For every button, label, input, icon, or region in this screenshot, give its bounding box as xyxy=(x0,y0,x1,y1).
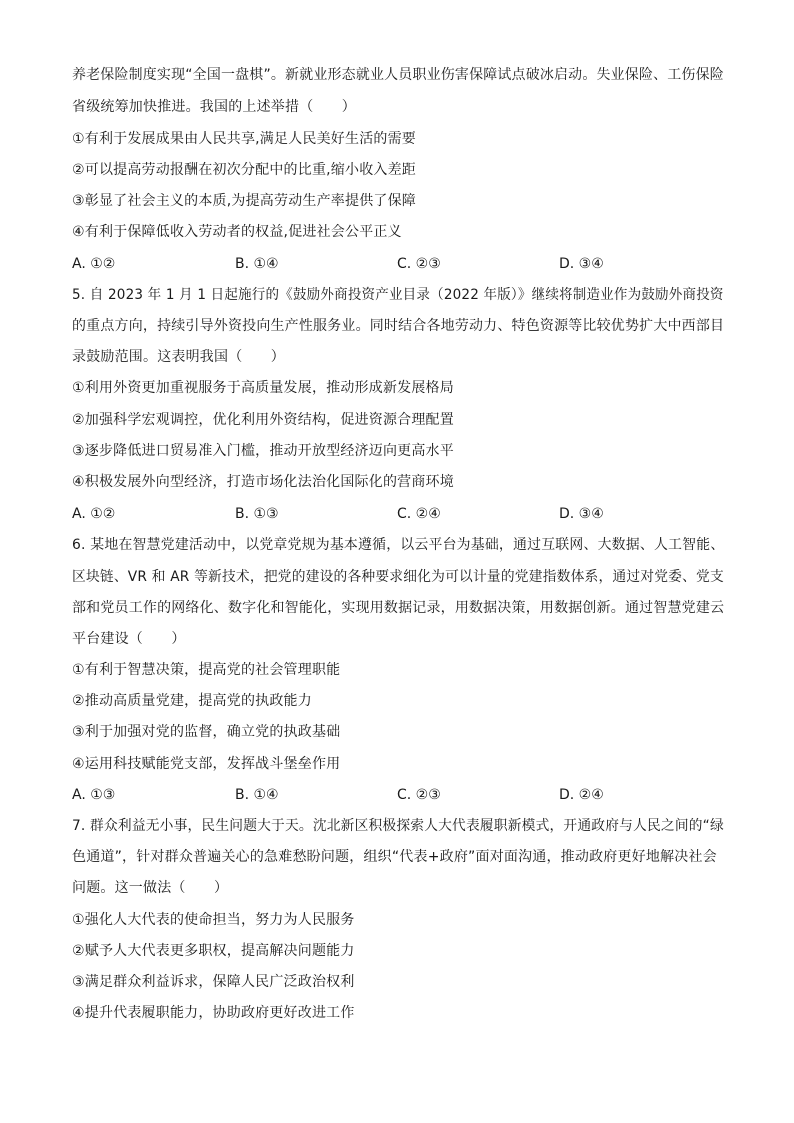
q7-statement-4: ④提升代表履职能力，协助政府更好改进工作 xyxy=(72,1005,355,1021)
q5-stem-line-2: 的重点方向，持续引导外资投向生产性服务业。同时结合各地劳动力、特色资源等比较优势扩大中西部目 xyxy=(72,318,725,334)
q6-stem-line-1: 6. 某地在智慧党建活动中，以党章党规为基本遵循，以云平台为基础，通过互联网、大数据、人工智能、 xyxy=(72,537,725,553)
q6-statement-1: ①有利于智慧决策，提高党的社会管理职能 xyxy=(72,662,341,678)
q7-stem-line-1: 7. 群众利益无小事，民生问题大于天。沈北新区积极探索人大代表履职新模式，开通政府与人民之间的“绿 xyxy=(72,818,724,834)
q4-option-a: A. ①② xyxy=(72,256,116,272)
q4-statement-2: ②可以提高劳动报酬在初次分配中的比重,缩小收入差距 xyxy=(72,162,416,178)
q4-statement-1: ①有利于发展成果由人民共享,满足人民美好生活的需要 xyxy=(72,131,416,147)
q6-option-c: C. ②③ xyxy=(397,787,441,803)
q5-options xyxy=(72,504,724,524)
q6-statement-3: ③利于加强对党的监督，确立党的执政基础 xyxy=(72,724,341,740)
q4-options xyxy=(72,254,724,274)
q4-stem-line-1: 养老保险制度实现“全国一盘棋”。新就业形态就业人员职业伤害保障试点破冰启动。失业保险、工伤保险 xyxy=(72,67,724,83)
q6-options xyxy=(72,785,724,805)
q5-option-d: D. ③④ xyxy=(559,506,604,522)
q4-stem-line-2: 省级统筹加快推进。我国的上述举措（ ） xyxy=(72,99,356,115)
q4-option-b: B. ①④ xyxy=(235,256,279,272)
q5-statement-4: ④积极发展外向型经济，打造市场化法治化国际化的营商环境 xyxy=(72,474,454,490)
q5-statement-3: ③逐步降低进口贸易准入门槛，推动开放型经济迈向更高水平 xyxy=(72,443,454,459)
q4-statement-3: ③彰显了社会主义的本质,为提高劳动生产率提供了保障 xyxy=(72,193,416,209)
q6-statement-2: ②推动高质量党建，提高党的执政能力 xyxy=(72,693,312,709)
q6-statement-4: ④运用科技赋能党支部，发挥战斗堡垒作用 xyxy=(72,756,341,772)
q5-statement-2: ②加强科学宏观调控，优化利用外资结构，促进资源合理配置 xyxy=(72,412,454,428)
q6-option-d: D. ②④ xyxy=(559,787,604,803)
q4-option-c: C. ②③ xyxy=(397,256,441,272)
q4-option-d: D. ③④ xyxy=(559,256,604,272)
q5-stem-line-1: 5. 自 2023 年 1 月 1 日起施行的《鼓励外商投资产业目录（2022 年版）》继续将制造业作为鼓励外商投资 xyxy=(72,287,724,303)
q7-stem-line-3: 问题。这一做法（ ） xyxy=(72,880,229,896)
q7-statement-2: ②赋予人大代表更多职权，提高解决问题能力 xyxy=(72,943,355,959)
q5-statement-1: ①利用外资更加重视服务于高质量发展，推动形成新发展格局 xyxy=(72,380,454,396)
q4-statement-4: ④有利于保障低收入劳动者的权益,促进社会公平正义 xyxy=(72,224,402,240)
q7-statement-1: ①强化人大代表的使命担当，努力为人民服务 xyxy=(72,912,355,928)
q5-option-b: B. ①③ xyxy=(235,506,279,522)
q7-stem-line-2: 色通道”，针对群众普遍关心的急难愁盼问题，组织“代表+政府”面对面沟通，推动政府更好地解决社会 xyxy=(72,849,717,865)
q6-option-a: A. ①③ xyxy=(72,787,116,803)
q5-option-c: C. ②④ xyxy=(397,506,441,522)
q5-option-a: A. ①② xyxy=(72,506,116,522)
q7-statement-3: ③满足群众利益诉求，保障人民广泛政治权利 xyxy=(72,974,355,990)
q6-stem-line-4: 平台建设（ ） xyxy=(72,631,186,647)
q6-stem-line-2: 区块链、VR 和 AR 等新技术，把党的建设的各种要求细化为可以计量的党建指数体系，通过对党委、党支 xyxy=(72,569,724,585)
q6-stem-line-3: 部和党员工作的网络化、数字化和智能化，实现用数据记录，用数据决策，用数据创新。通过智慧党建云 xyxy=(72,600,725,616)
q5-stem-line-3: 录鼓励范围。这表明我国（ ） xyxy=(72,349,285,365)
q6-option-b: B. ①④ xyxy=(235,787,279,803)
